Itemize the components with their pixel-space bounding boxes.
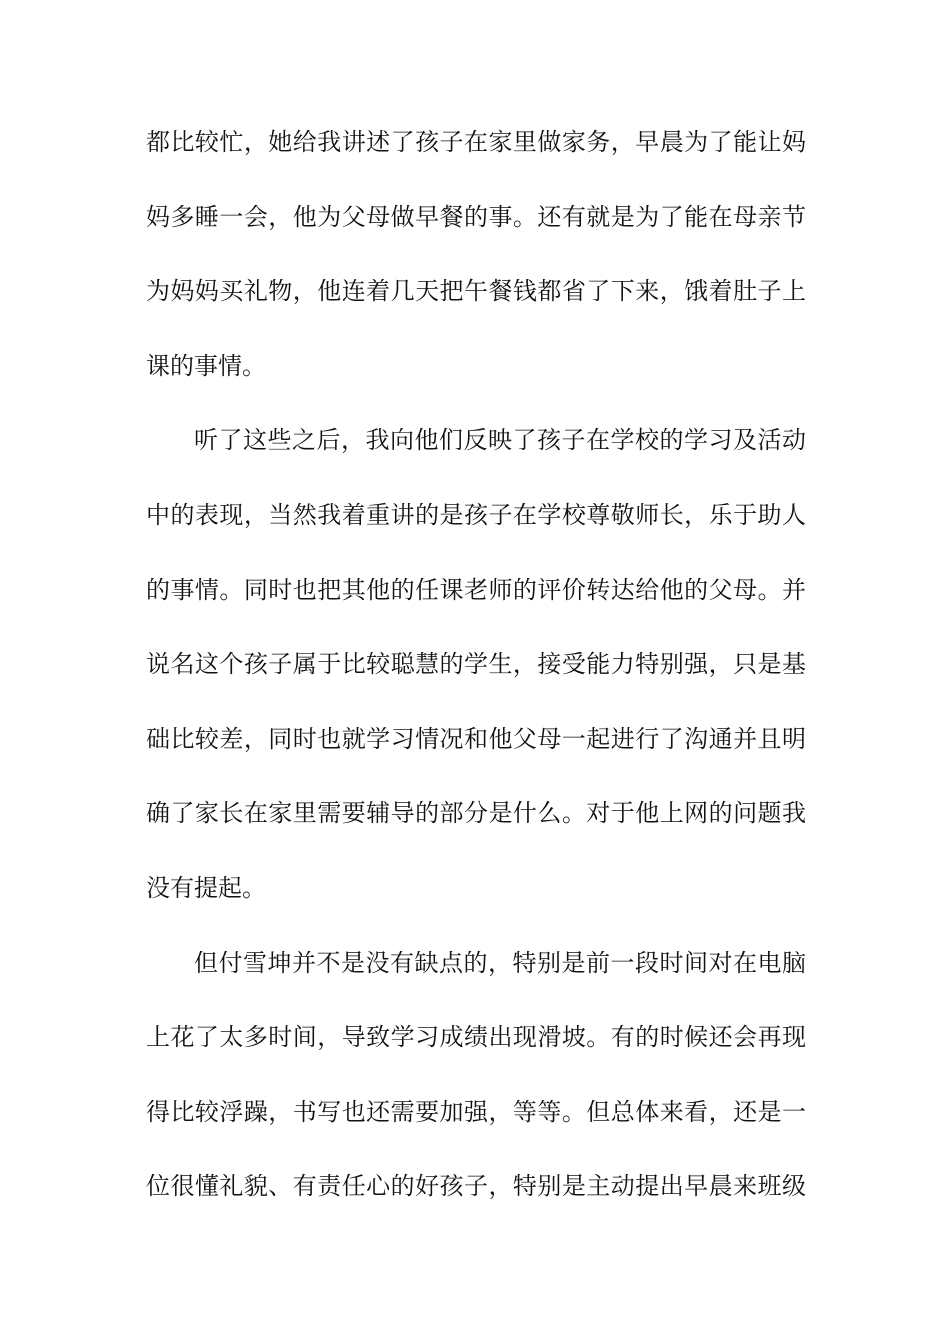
text-line: 础比较差，同时也就学习情况和他父母一起进行了沟通并且明 bbox=[146, 724, 806, 753]
text-line: 课的事情。 bbox=[146, 351, 266, 380]
text-line: 位很懂礼貌、有责任心的好孩子，特别是主动提出早晨来班级 bbox=[146, 1172, 806, 1201]
document-body bbox=[146, 128, 806, 1247]
text-line: 听了这些之后，我向他们反映了孩子在学校的学习及活动 bbox=[194, 426, 806, 455]
text-line: 为妈妈买礼物，他连着几天把午餐钱都省了下来，饿着肚子上 bbox=[146, 277, 806, 306]
text-line: 的事情。同时也把其他的任课老师的评价转达给他的父母。并 bbox=[146, 575, 806, 604]
text-line: 得比较浮躁，书写也还需要加强，等等。但总体来看，还是一 bbox=[146, 1097, 806, 1126]
text-line: 但付雪坤并不是没有缺点的，特别是前一段时间对在电脑 bbox=[194, 948, 806, 977]
text-line: 说名这个孩子属于比较聪慧的学生，接受能力特别强，只是基 bbox=[146, 650, 806, 679]
paragraph-1 bbox=[146, 128, 806, 380]
text-line: 都比较忙，她给我讲述了孩子在家里做家务，早晨为了能让妈 bbox=[146, 128, 806, 156]
text-line: 确了家长在家里需要辅导的部分是什么。对于他上网的问题我 bbox=[146, 799, 806, 828]
text-line: 中的表现，当然我着重讲的是孩子在学校尊敬师长，乐于助人 bbox=[146, 500, 806, 529]
text-line: 妈多睡一会，他为父母做早餐的事。还有就是为了能在母亲节 bbox=[146, 202, 806, 231]
paragraph-2 bbox=[146, 426, 806, 902]
text-line: 没有提起。 bbox=[146, 873, 266, 902]
paragraph-3 bbox=[146, 949, 806, 1201]
text-line: 上花了太多时间，导致学习成绩出现滑坡。有的时候还会再现 bbox=[146, 1023, 806, 1052]
